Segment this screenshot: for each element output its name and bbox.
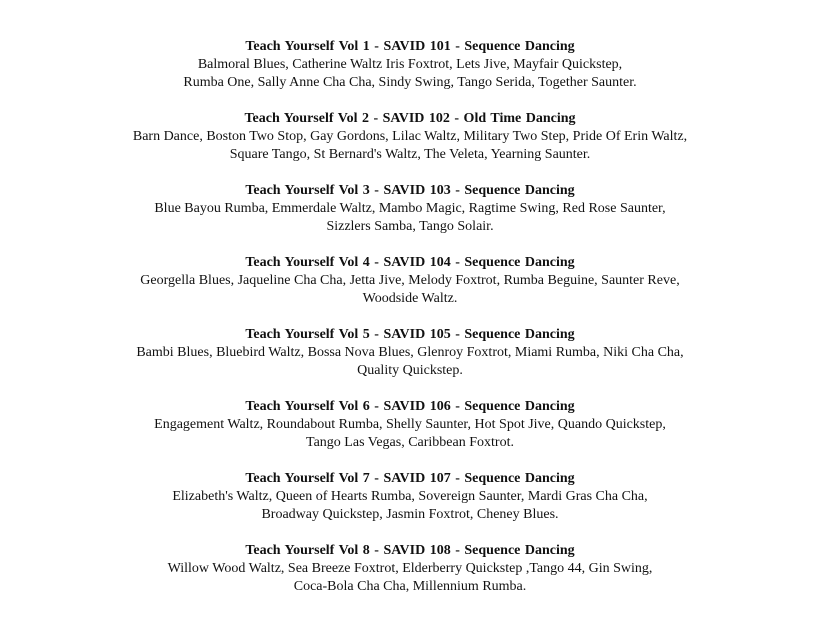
volume-title: Teach Yourself Vol 7 - SAVID 107 - Sequence Dancing [245, 471, 575, 486]
volume-dances-line: Georgella Blues, Jaqueline Cha Cha, Jetta Jive, Melody Foxtrot, Rumba Beguine, Saunter Reve, [140, 273, 680, 288]
volume-dances-line: Elizabeth's Waltz, Queen of Hearts Rumba, Sovereign Saunter, Mardi Gras Cha Cha, [172, 489, 648, 504]
volume-entry-8 [60, 542, 760, 596]
volume-title: Teach Yourself Vol 2 - SAVID 102 - Old Time Dancing [244, 111, 576, 126]
volume-dances-line: Coca-Bola Cha Cha, Millennium Rumba. [293, 579, 527, 594]
volume-dances-line: Square Tango, St Bernard's Waltz, The Veleta, Yearning Saunter. [229, 147, 591, 162]
volume-title: Teach Yourself Vol 4 - SAVID 104 - Sequence Dancing [245, 255, 575, 270]
volume-entry-4 [60, 254, 760, 308]
volume-entry-2 [60, 110, 760, 164]
volume-dances-line: Barn Dance, Boston Two Stop, Gay Gordons, Lilac Waltz, Military Two Step, Pride Of Erin Waltz, [132, 129, 688, 144]
volume-title: Teach Yourself Vol 8 - SAVID 108 - Sequence Dancing [245, 543, 575, 558]
volume-dances-line: Sizzlers Samba, Tango Solair. [326, 219, 494, 234]
volume-title: Teach Yourself Vol 1 - SAVID 101 - Sequence Dancing [245, 39, 575, 54]
volume-dances-line: Tango Las Vegas, Caribbean Foxtrot. [306, 435, 514, 450]
volume-title: Teach Yourself Vol 5 - SAVID 105 - Sequence Dancing [245, 327, 575, 342]
volume-dances-line: Engagement Waltz, Roundabout Rumba, Shelly Saunter, Hot Spot Jive, Quando Quickstep, [154, 417, 666, 432]
volume-dances-line: Willow Wood Waltz, Sea Breeze Foxtrot, Elderberry Quickstep ,Tango 44, Gin Swing, [167, 561, 653, 576]
volume-dances-line: Quality Quickstep. [357, 363, 463, 378]
volume-dances-line: Woodside Waltz. [362, 291, 458, 306]
volume-dances-line: Balmoral Blues, Catherine Waltz Iris Foxtrot, Lets Jive, Mayfair Quickstep, [197, 57, 623, 72]
volume-entry-7 [60, 470, 760, 524]
volume-entry-5 [60, 326, 760, 380]
volume-entry-1 [60, 38, 760, 92]
volume-dances-line: Broadway Quickstep, Jasmin Foxtrot, Cheney Blues. [261, 507, 559, 522]
volume-dances-line: Bambi Blues, Bluebird Waltz, Bossa Nova Blues, Glenroy Foxtrot, Miami Rumba, Niki Cha Cha, [136, 345, 684, 360]
volume-entry-3 [60, 182, 760, 236]
volume-title: Teach Yourself Vol 6 - SAVID 106 - Sequence Dancing [245, 399, 575, 414]
volume-dances-line: Blue Bayou Rumba, Emmerdale Waltz, Mambo Magic, Ragtime Swing, Red Rose Saunter, [154, 201, 666, 216]
volume-entry-6 [60, 398, 760, 452]
volume-title: Teach Yourself Vol 3 - SAVID 103 - Sequence Dancing [245, 183, 575, 198]
volume-dances-line: Rumba One, Sally Anne Cha Cha, Sindy Swing, Tango Serida, Together Saunter. [183, 75, 637, 90]
